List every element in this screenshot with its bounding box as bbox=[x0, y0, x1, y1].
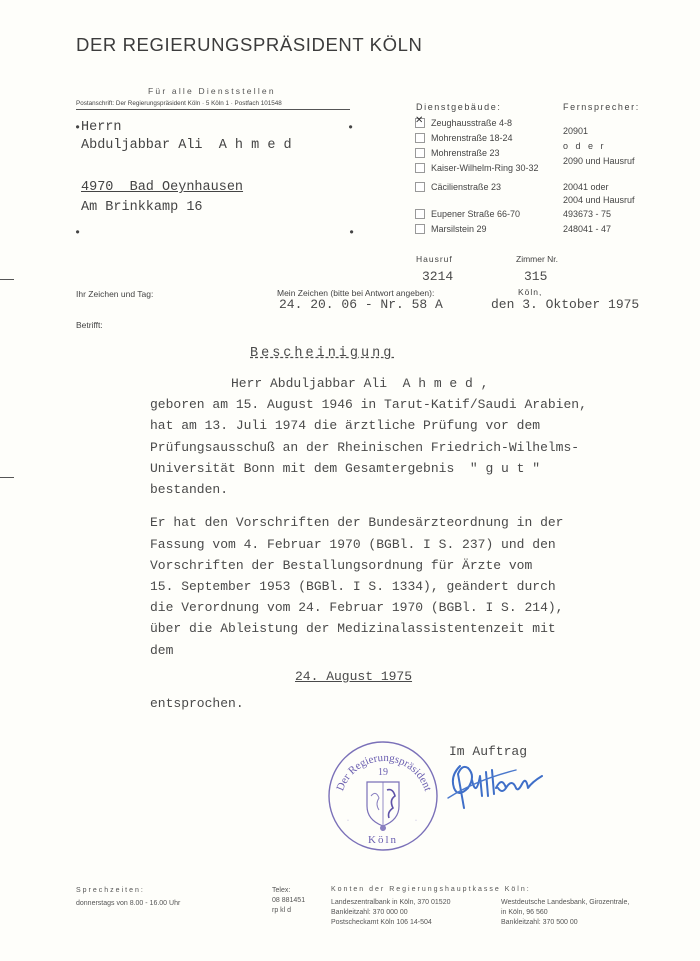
stamp-text-bottom: Köln bbox=[368, 834, 398, 846]
konten-left-line: Bankleitzahl: 370 000 00 bbox=[331, 909, 408, 916]
building-option bbox=[415, 209, 520, 219]
im-auftrag-label: Im Auftrag bbox=[449, 744, 528, 759]
body-line: über die Ableistung der Medizinalassistentenzeit mit bbox=[150, 621, 556, 636]
konten-left-line: Postscheckamt Köln 106 14-504 bbox=[331, 919, 432, 926]
telex-line: rp kl d bbox=[272, 907, 292, 914]
sprechzeiten-value: donnerstags von 8.00 - 16.00 Uhr bbox=[76, 900, 181, 907]
body-line: Vorschriften der Bestallungsordnung für Ärzte vom bbox=[150, 558, 533, 573]
body-line: 15. September 1953 (BGBl. I S. 1334), geändert durch bbox=[150, 579, 556, 594]
recipient-name: Abduljabbar Ali A h m e d bbox=[81, 138, 292, 153]
coat-of-arms-icon bbox=[367, 782, 399, 831]
document-title: Bescheinigung bbox=[250, 346, 395, 361]
building-option bbox=[415, 133, 513, 143]
stamp-number: 19 bbox=[378, 767, 388, 778]
checkbox-icon bbox=[415, 148, 425, 158]
handwritten-signature bbox=[446, 758, 551, 814]
body-line: Prüfungsausschuß an der Rheinischen Friedrich-Wilhelms- bbox=[150, 440, 580, 455]
body-line: Herr Abduljabbar Ali A h m e d , bbox=[231, 376, 489, 391]
konten-right-line: Bankleitzahl: 370 500 00 bbox=[501, 919, 578, 926]
body-line: Universität Bonn mit dem Gesamtergebnis " g u t " bbox=[150, 461, 541, 476]
koeln-label: Köln, bbox=[518, 287, 543, 297]
closing-line: entsprochen. bbox=[150, 696, 244, 711]
phone-line: 2090 und Hausruf bbox=[563, 156, 635, 166]
body-line: die Verordnung vom 24. Februar 1970 (BGBl. I S. 214), bbox=[150, 600, 564, 615]
buildings-header: Dienstgebäude: bbox=[416, 102, 502, 112]
zimmer-value: 315 bbox=[524, 269, 548, 284]
checkbox-icon bbox=[415, 133, 425, 143]
body-line: geboren am 15. August 1946 in Tarut-Katif/Saudi Arabien, bbox=[150, 397, 587, 412]
letter-date: den 3. Oktober 1975 bbox=[491, 297, 640, 312]
phone-line: 20901 bbox=[563, 126, 589, 136]
phones-header: Fernsprecher: bbox=[563, 102, 640, 112]
checkbox-icon bbox=[415, 209, 425, 219]
recipient-city: 4970 Bad Oeynhausen bbox=[81, 180, 244, 195]
konten-right-line: in Köln, 96 560 bbox=[501, 909, 548, 916]
phone-line: 20041 oder bbox=[563, 182, 609, 192]
ihr-zeichen-label: Ihr Zeichen und Tag: bbox=[76, 289, 154, 299]
building-option bbox=[415, 224, 487, 234]
return-address-heading: Für alle Dienststellen bbox=[148, 86, 276, 96]
body-line: Er hat den Vorschriften der Bundesärzteordnung in der bbox=[150, 515, 564, 530]
hausruf-value: 3214 bbox=[422, 269, 454, 284]
recipient-salutation: Herrn bbox=[81, 120, 122, 135]
svg-text:·: · bbox=[347, 818, 349, 824]
svg-text:·: · bbox=[415, 818, 417, 824]
corner-dot: • bbox=[348, 226, 356, 240]
checkbox-icon bbox=[415, 182, 425, 192]
body-line: bestanden. bbox=[150, 482, 229, 497]
zimmer-label: Zimmer Nr. bbox=[516, 254, 559, 264]
letterhead: DER REGIERUNGSPRÄSIDENT KÖLN bbox=[76, 34, 423, 55]
checkbox-icon bbox=[415, 163, 425, 173]
stamp-text-top: Der Regierungspräsident bbox=[334, 751, 434, 793]
mein-zeichen-label: Mein Zeichen (bitte bei Antwort angeben): bbox=[277, 288, 435, 298]
recipient-street: Am Brinkkamp 16 bbox=[81, 200, 203, 215]
konten-label: Konten der Regierungshauptkasse Köln: bbox=[331, 886, 531, 893]
checkbox-icon bbox=[415, 224, 425, 234]
mein-zeichen-value: 24. 20. 06 - Nr. 58 A bbox=[279, 297, 443, 312]
sprechzeiten-label: Sprechzeiten: bbox=[76, 887, 145, 894]
building-option bbox=[415, 118, 512, 128]
building-label: Eupener Straße 66-70 bbox=[431, 209, 521, 219]
corner-dot: • bbox=[347, 121, 355, 135]
building-option bbox=[415, 163, 539, 173]
building-option bbox=[415, 148, 500, 158]
hausruf-label: Hausruf bbox=[416, 254, 453, 264]
konten-left-line: Landeszentralbank in Köln, 370 01520 bbox=[331, 899, 451, 906]
official-stamp bbox=[323, 740, 441, 852]
building-label: Mohrenstraße 23 bbox=[431, 148, 500, 158]
body-line: Fassung vom 4. Februar 1970 (BGBl. I S. 237) und den bbox=[150, 537, 556, 552]
phone-line: 493673 - 75 bbox=[563, 209, 612, 219]
fold-mark bbox=[0, 279, 14, 280]
checkbox-checked-icon bbox=[415, 118, 425, 128]
punch-mark bbox=[0, 477, 14, 478]
body-line: hat am 13. Juli 1974 die ärztliche Prüfung vor dem bbox=[150, 418, 541, 433]
corner-dot: • bbox=[74, 121, 82, 135]
body-line: dem bbox=[150, 643, 174, 658]
telex-line: 08 881451 bbox=[272, 897, 306, 904]
betrifft-label: Betrifft: bbox=[76, 320, 103, 330]
phone-line: 248041 - 47 bbox=[563, 224, 612, 234]
building-label: Zeughausstraße 4-8 bbox=[431, 118, 513, 128]
building-option bbox=[415, 182, 501, 192]
building-label: Mohrenstraße 18-24 bbox=[431, 133, 513, 143]
phone-line: o d e r bbox=[563, 141, 607, 151]
phone-line: 2004 und Hausruf bbox=[563, 195, 635, 205]
effective-date: 24. August 1975 bbox=[295, 669, 413, 684]
return-address-line: Postanschrift: Der Regierungspräsident Köln · 5 Köln 1 · Postfach 101548 bbox=[76, 100, 350, 110]
building-label: Kaiser-Wilhelm-Ring 30-32 bbox=[431, 163, 539, 173]
konten-right-line: Westdeutsche Landesbank, Girozentrale, bbox=[501, 899, 630, 906]
building-label: Cäcilienstraße 23 bbox=[431, 182, 502, 192]
telex-label: Telex: bbox=[272, 887, 291, 894]
building-label: Marsilstein 29 bbox=[431, 224, 487, 234]
corner-dot: • bbox=[74, 226, 82, 240]
